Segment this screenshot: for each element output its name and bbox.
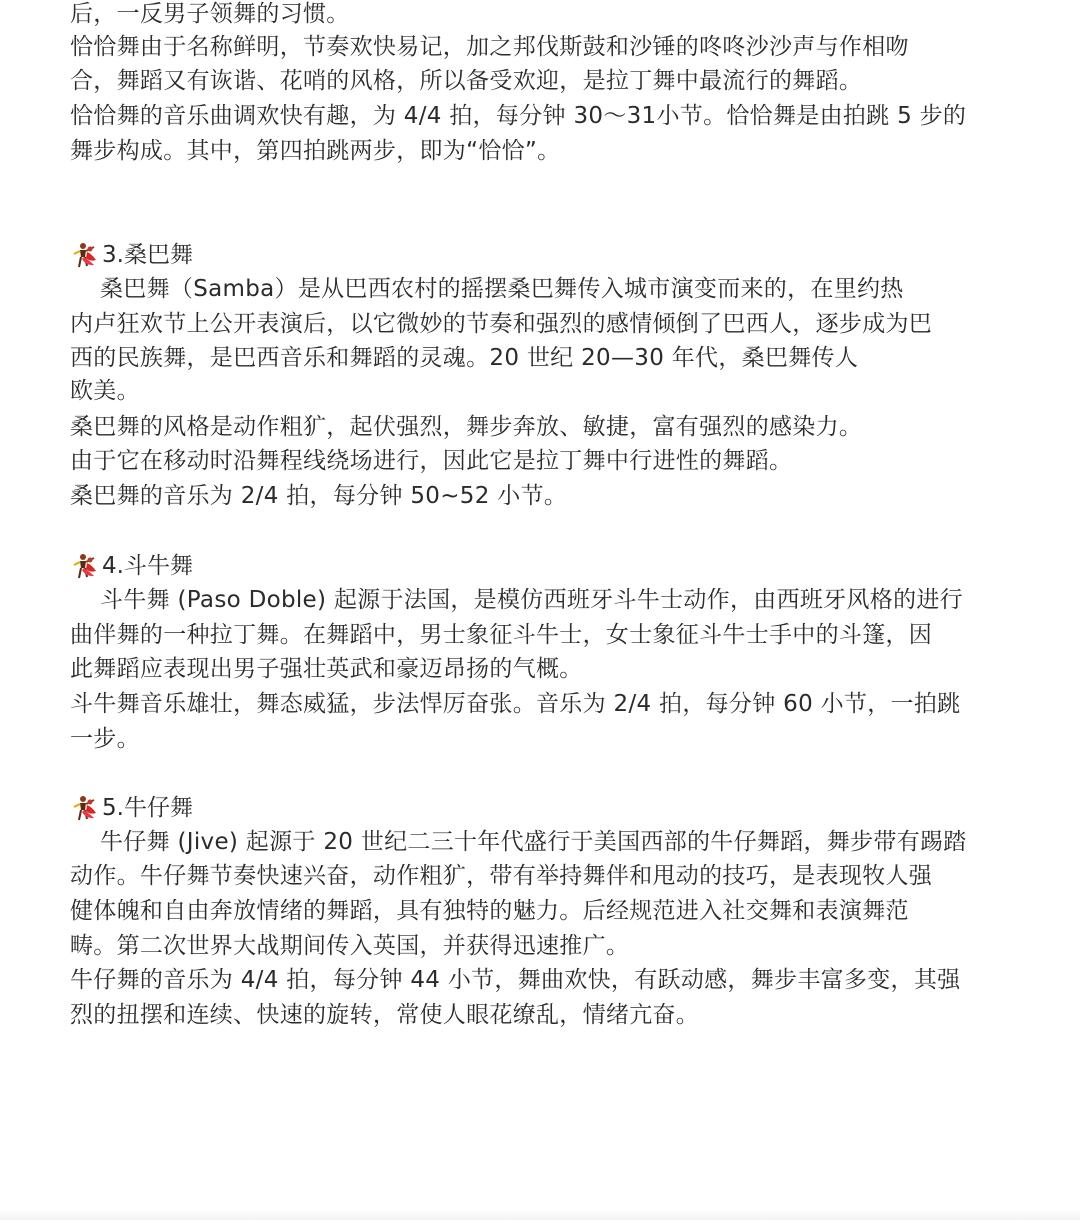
text-line: 畴。第二次世界大战期间传入英国，并获得迅速推广。 — [70, 933, 630, 959]
section-title: 5.牛仔舞 — [102, 795, 193, 821]
section-title: 4.斗牛舞 — [102, 553, 193, 579]
section-heading-paso-doble — [70, 548, 193, 584]
text-line: 此舞蹈应表现出男子强壮英武和豪迈昂扬的气概。 — [70, 656, 583, 682]
text-line: 舞步构成。其中，第四拍跳两步，即为“恰恰”。 — [70, 138, 561, 164]
text-line: 恰恰舞的音乐曲调欢快有趣，为 4/4 拍，每分钟 30～31小节。恰恰舞是由拍跳 5 步的 — [70, 103, 967, 129]
text-line: 斗牛舞 (Paso Doble) 起源于法国，是模仿西班牙斗牛士动作，由西班牙风格的进行 — [100, 587, 963, 613]
section-heading-samba — [70, 237, 193, 273]
text-line: 西的民族舞，是巴西音乐和舞蹈的灵魂。20 世纪 20—30 年代，桑巴舞传人 — [70, 345, 859, 371]
text-line: 由于它在移动时沿舞程线绕场进行，因此它是拉丁舞中行进性的舞蹈。 — [70, 448, 793, 474]
section-heading-jive — [70, 790, 193, 826]
text-line: 恰恰舞由于名称鲜明，节奏欢快易记，加之邦伐斯鼓和沙锤的咚咚沙沙声与作相吻 — [70, 34, 909, 60]
text-line: 斗牛舞音乐雄壮，舞态威猛，步法悍厉奋张。音乐为 2/4 拍，每分钟 60 小节，一拍跳 — [70, 691, 961, 717]
dancing-couple-icon — [70, 793, 100, 823]
text-line: 曲伴舞的一种拉丁舞。在舞蹈中，男士象征斗牛士，女士象征斗牛士手中的斗篷，因 — [70, 622, 933, 648]
page-bottom-edge — [0, 1210, 1080, 1220]
text-line: 动作。牛仔舞节奏快速兴奋，动作粗犷，带有举持舞伴和甩动的技巧，是表现牧人强 — [70, 863, 933, 889]
section-title: 3.桑巴舞 — [102, 242, 193, 268]
text-line: 牛仔舞的音乐为 4/4 拍，每分钟 44 小节，舞曲欢快，有跃动感，舞步丰富多变，其强 — [70, 967, 961, 993]
text-line: 后，一反男子领舞的习惯。 — [70, 1, 350, 27]
text-line: 内卢狂欢节上公开表演后，以它微妙的节奏和强烈的感情倾倒了巴西人，逐步成为巴 — [70, 311, 933, 337]
text-line: 欧美。 — [70, 378, 140, 404]
text-line: 牛仔舞 (Jive) 起源于 20 世纪二三十年代盛行于美国西部的牛仔舞蹈，舞步带有踢踏 — [100, 829, 967, 855]
text-line: 一步。 — [70, 726, 140, 752]
text-line: 桑巴舞的风格是动作粗犷，起伏强烈，舞步奔放、敏捷，富有强烈的感染力。 — [70, 414, 863, 440]
text-line: 烈的扭摆和连续、快速的旋转，常使人眼花缭乱，情绪亢奋。 — [70, 1002, 700, 1028]
text-line: 桑巴舞（Samba）是从巴西农村的摇摆桑巴舞传入城市演变而来的，在里约热 — [100, 276, 904, 302]
dancing-couple-icon — [70, 551, 100, 581]
text-line: 健体魄和自由奔放情绪的舞蹈，具有独特的魅力。后经规范进入社交舞和表演舞范 — [70, 898, 909, 924]
text-line: 桑巴舞的音乐为 2/4 拍，每分钟 50~52 小节。 — [70, 483, 568, 509]
dancing-couple-icon — [70, 240, 100, 270]
text-line: 合，舞蹈又有诙谐、花哨的风格，所以备受欢迎，是拉丁舞中最流行的舞蹈。 — [70, 68, 863, 94]
